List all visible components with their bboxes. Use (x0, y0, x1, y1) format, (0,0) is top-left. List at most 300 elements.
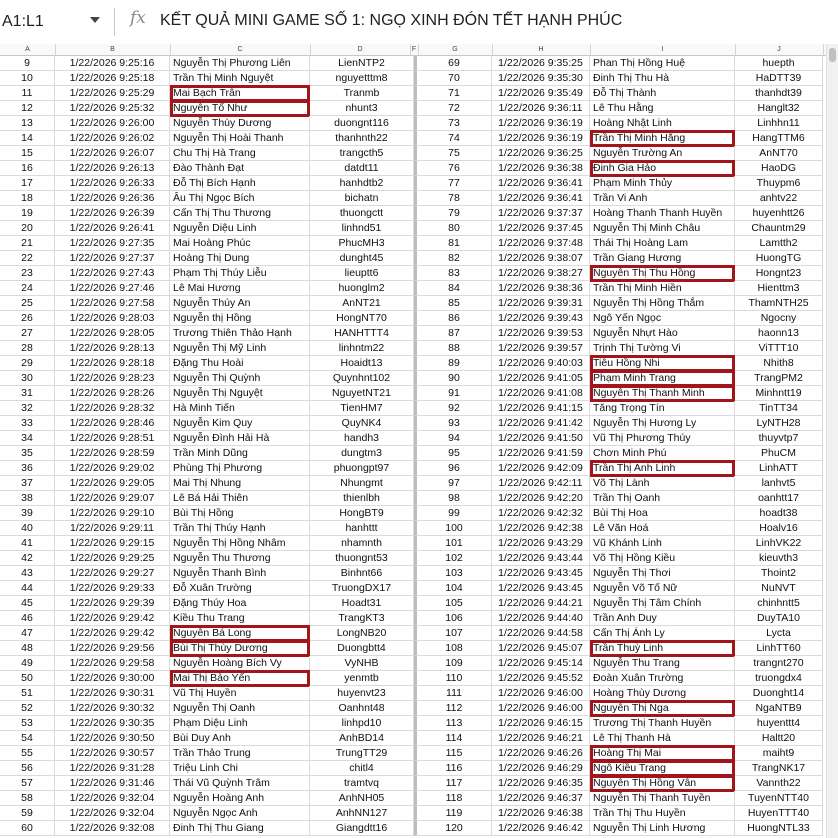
cell-timestamp[interactable]: 1/22/2026 9:45:52 (492, 671, 590, 686)
cell-stt[interactable]: 104 (414, 581, 492, 596)
cell-timestamp[interactable]: 1/22/2026 9:40:03 (492, 356, 590, 371)
cell-timestamp[interactable]: 1/22/2026 9:46:00 (492, 686, 590, 701)
cell-name[interactable]: Vũ Thị Phương Thúy (590, 431, 735, 446)
cell-name[interactable]: Phùng Thị Phương (170, 461, 310, 476)
cell-timestamp[interactable]: 1/22/2026 9:46:42 (492, 821, 590, 836)
cell-code[interactable]: trangnt270 (735, 656, 823, 671)
cell-stt[interactable]: 22 (0, 251, 55, 266)
cell-timestamp[interactable]: 1/22/2026 9:29:39 (55, 596, 170, 611)
cell-name[interactable]: Lê Bá Hải Thiên (170, 491, 310, 506)
cell-name[interactable]: Cấn Thị Thu Thương (170, 206, 310, 221)
cell-code[interactable]: Oanhnt48 (310, 701, 414, 716)
cell-code[interactable]: hanhdtb2 (310, 176, 414, 191)
cell-stt[interactable]: 27 (0, 326, 55, 341)
cell-stt[interactable]: 89 (414, 356, 492, 371)
cell-stt[interactable]: 92 (414, 401, 492, 416)
cell-timestamp[interactable]: 1/22/2026 9:39:43 (492, 311, 590, 326)
cell-code[interactable]: yenmtb (310, 671, 414, 686)
cell-timestamp[interactable]: 1/22/2026 9:29:10 (55, 506, 170, 521)
cell-timestamp[interactable]: 1/22/2026 9:39:31 (492, 296, 590, 311)
cell-code[interactable]: phuongpt97 (310, 461, 414, 476)
cell-code[interactable]: TruongDX17 (310, 581, 414, 596)
cell-name[interactable]: Đỗ Thị Bích Hạnh (170, 176, 310, 191)
cell-stt[interactable]: 34 (0, 431, 55, 446)
cell-timestamp[interactable]: 1/22/2026 9:26:36 (55, 191, 170, 206)
cell-name[interactable]: Trần Vi Anh (590, 191, 735, 206)
cell-code[interactable]: HaDTT39 (735, 71, 823, 86)
cell-timestamp[interactable]: 1/22/2026 9:38:36 (492, 281, 590, 296)
cell-timestamp[interactable]: 1/22/2026 9:43:44 (492, 551, 590, 566)
cell-timestamp[interactable]: 1/22/2026 9:46:00 (492, 701, 590, 716)
cell-name[interactable]: Nguyễn Thị Hồng Vân (590, 776, 735, 791)
cell-code[interactable]: handh3 (310, 431, 414, 446)
cell-code[interactable]: Tranmb (310, 86, 414, 101)
cell-code[interactable]: TinTT34 (735, 401, 823, 416)
cell-timestamp[interactable]: 1/22/2026 9:36:11 (492, 101, 590, 116)
cell-name[interactable]: Trần Thị Oanh (590, 491, 735, 506)
cell-code[interactable]: Nhith8 (735, 356, 823, 371)
cell-code[interactable]: Binhnt66 (310, 566, 414, 581)
cell-stt[interactable]: 72 (414, 101, 492, 116)
cell-stt[interactable]: 17 (0, 176, 55, 191)
cell-timestamp[interactable]: 1/22/2026 9:36:38 (492, 161, 590, 176)
vertical-scrollbar[interactable] (826, 44, 838, 838)
cell-code[interactable]: chinhntt5 (735, 596, 823, 611)
cell-code[interactable]: huyenttt4 (735, 716, 823, 731)
cell-name[interactable]: Hoàng Nhật Linh (590, 116, 735, 131)
cell-timestamp[interactable]: 1/22/2026 9:46:15 (492, 716, 590, 731)
cell-code[interactable]: oanhtt17 (735, 491, 823, 506)
cell-stt[interactable]: 47 (0, 626, 55, 641)
cell-code[interactable]: PhucMH3 (310, 236, 414, 251)
cell-code[interactable]: huepth (735, 56, 823, 71)
cell-stt[interactable]: 81 (414, 236, 492, 251)
cell-stt[interactable]: 60 (0, 821, 55, 836)
cell-code[interactable]: HongNT70 (310, 311, 414, 326)
cell-code[interactable]: TrungTT29 (310, 746, 414, 761)
cell-name[interactable]: Phạm Minh Thủy (590, 176, 735, 191)
cell-stt[interactable]: 87 (414, 326, 492, 341)
cell-stt[interactable]: 101 (414, 536, 492, 551)
cell-stt[interactable]: 55 (0, 746, 55, 761)
cell-name[interactable]: Lê Thu Hằng (590, 101, 735, 116)
cell-name[interactable]: Võ Thị Lành (590, 476, 735, 491)
cell-code[interactable]: TrangNK17 (735, 761, 823, 776)
cell-code[interactable]: huonglm2 (310, 281, 414, 296)
cell-name[interactable]: Phan Thị Hồng Huệ (590, 56, 735, 71)
cell-stt[interactable]: 35 (0, 446, 55, 461)
cell-stt[interactable]: 18 (0, 191, 55, 206)
cell-timestamp[interactable]: 1/22/2026 9:35:30 (492, 71, 590, 86)
cell-code[interactable]: HuyenTTT40 (735, 806, 823, 821)
cell-name[interactable]: Âu Thị Ngọc Bích (170, 191, 310, 206)
formula-input[interactable]: KẾT QUẢ MINI GAME SỐ 1: NGỌ XINH ĐÓN TẾT HẠNH PHÚC (160, 12, 623, 29)
cell-stt[interactable]: 57 (0, 776, 55, 791)
cell-timestamp[interactable]: 1/22/2026 9:36:19 (492, 116, 590, 131)
cell-name[interactable]: Phạm Minh Trang (590, 371, 735, 386)
cell-timestamp[interactable]: 1/22/2026 9:37:45 (492, 221, 590, 236)
cell-name[interactable]: Đỗ Xuân Trường (170, 581, 310, 596)
cell-timestamp[interactable]: 1/22/2026 9:41:08 (492, 386, 590, 401)
cell-timestamp[interactable]: 1/22/2026 9:27:37 (55, 251, 170, 266)
cell-stt[interactable]: 69 (414, 56, 492, 71)
cell-code[interactable]: linhntm22 (310, 341, 414, 356)
cell-code[interactable]: haonn13 (735, 326, 823, 341)
cell-name[interactable]: Trương Thiên Thảo Hạnh (170, 326, 310, 341)
cell-timestamp[interactable]: 1/22/2026 9:25:16 (55, 56, 170, 71)
column-header-i[interactable]: I (590, 44, 736, 55)
cell-stt[interactable]: 113 (414, 716, 492, 731)
cell-stt[interactable]: 120 (414, 821, 492, 836)
cell-timestamp[interactable]: 1/22/2026 9:28:59 (55, 446, 170, 461)
cell-stt[interactable]: 70 (414, 71, 492, 86)
cell-timestamp[interactable]: 1/22/2026 9:38:27 (492, 266, 590, 281)
cell-name[interactable]: Vũ Thị Huyền (170, 686, 310, 701)
cell-timestamp[interactable]: 1/22/2026 9:30:35 (55, 716, 170, 731)
cell-name[interactable]: Nguyễn Thị Linh Hương (590, 821, 735, 836)
cell-code[interactable]: dunght45 (310, 251, 414, 266)
cell-stt[interactable]: 19 (0, 206, 55, 221)
cell-timestamp[interactable]: 1/22/2026 9:46:38 (492, 806, 590, 821)
cell-code[interactable]: AnhBD14 (310, 731, 414, 746)
cell-stt[interactable]: 42 (0, 551, 55, 566)
cell-code[interactable]: duongnt116 (310, 116, 414, 131)
cell-code[interactable]: nhamnth (310, 536, 414, 551)
cell-name[interactable]: Nguyễn Hoàng Anh (170, 791, 310, 806)
cell-stt[interactable]: 74 (414, 131, 492, 146)
cell-stt[interactable]: 94 (414, 431, 492, 446)
cell-timestamp[interactable]: 1/22/2026 9:44:21 (492, 596, 590, 611)
cell-timestamp[interactable]: 1/22/2026 9:45:14 (492, 656, 590, 671)
cell-name[interactable]: Đặng Thu Hoài (170, 356, 310, 371)
cell-code[interactable]: Ngocny (735, 311, 823, 326)
column-header-f[interactable]: F (410, 44, 419, 55)
cell-timestamp[interactable]: 1/22/2026 9:28:46 (55, 416, 170, 431)
cell-name[interactable]: Đinh Gia Hảo (590, 161, 735, 176)
cell-timestamp[interactable]: 1/22/2026 9:31:46 (55, 776, 170, 791)
cell-stt[interactable]: 79 (414, 206, 492, 221)
cell-name[interactable]: Đặng Thúy Hoa (170, 596, 310, 611)
cell-stt[interactable]: 53 (0, 716, 55, 731)
cell-name[interactable]: Bùi Thị Thùy Dương (170, 641, 310, 656)
cell-timestamp[interactable]: 1/22/2026 9:41:42 (492, 416, 590, 431)
cell-name[interactable]: Nguyễn Thu Trang (590, 656, 735, 671)
cell-stt[interactable]: 13 (0, 116, 55, 131)
cell-stt[interactable]: 78 (414, 191, 492, 206)
cell-timestamp[interactable]: 1/22/2026 9:28:51 (55, 431, 170, 446)
cell-name[interactable]: Nguyễn Thị Mỹ Linh (170, 341, 310, 356)
cell-code[interactable]: DuyTA10 (735, 611, 823, 626)
cell-code[interactable]: HongBT9 (310, 506, 414, 521)
cell-stt[interactable]: 82 (414, 251, 492, 266)
cell-code[interactable]: NguyetNT21 (310, 386, 414, 401)
cell-code[interactable]: thienlbh (310, 491, 414, 506)
cell-stt[interactable]: 96 (414, 461, 492, 476)
cell-timestamp[interactable]: 1/22/2026 9:26:13 (55, 161, 170, 176)
cell-timestamp[interactable]: 1/22/2026 9:42:09 (492, 461, 590, 476)
cell-timestamp[interactable]: 1/22/2026 9:29:05 (55, 476, 170, 491)
cell-name[interactable]: Hoàng Thị Dung (170, 251, 310, 266)
cell-stt[interactable]: 111 (414, 686, 492, 701)
cell-stt[interactable]: 37 (0, 476, 55, 491)
cell-name[interactable]: Phạm Diệu Linh (170, 716, 310, 731)
cell-code[interactable]: LinhATT (735, 461, 823, 476)
cell-stt[interactable]: 91 (414, 386, 492, 401)
name-box[interactable] (0, 8, 112, 38)
cell-code[interactable]: Hanglt32 (735, 101, 823, 116)
cell-code[interactable]: Linhhn11 (735, 116, 823, 131)
cell-stt[interactable]: 99 (414, 506, 492, 521)
cell-code[interactable]: Duonght14 (735, 686, 823, 701)
cell-timestamp[interactable]: 1/22/2026 9:43:45 (492, 581, 590, 596)
cell-name[interactable]: Thái Thị Hoàng Lam (590, 236, 735, 251)
cell-timestamp[interactable]: 1/22/2026 9:28:13 (55, 341, 170, 356)
cell-timestamp[interactable]: 1/22/2026 9:28:26 (55, 386, 170, 401)
cell-timestamp[interactable]: 1/22/2026 9:29:42 (55, 626, 170, 641)
cell-name[interactable]: Nguyễn Thúy An (170, 296, 310, 311)
cell-timestamp[interactable]: 1/22/2026 9:28:05 (55, 326, 170, 341)
cell-timestamp[interactable]: 1/22/2026 9:26:02 (55, 131, 170, 146)
cell-stt[interactable]: 51 (0, 686, 55, 701)
cell-code[interactable]: Minhntt19 (735, 386, 823, 401)
cell-code[interactable]: Lycta (735, 626, 823, 641)
cell-name[interactable]: Mai Hoàng Phúc (170, 236, 310, 251)
cell-stt[interactable]: 108 (414, 641, 492, 656)
column-header-a[interactable]: A (0, 44, 56, 55)
cell-name[interactable]: Nguyễn Nhựt Hào (590, 326, 735, 341)
cell-code[interactable]: TrangKT3 (310, 611, 414, 626)
cell-stt[interactable]: 23 (0, 266, 55, 281)
cell-name[interactable]: Hoàng Thùy Dương (590, 686, 735, 701)
cell-code[interactable]: NgaNTB9 (735, 701, 823, 716)
cell-stt[interactable]: 86 (414, 311, 492, 326)
cell-code[interactable]: bichatn (310, 191, 414, 206)
cell-code[interactable]: dungtm3 (310, 446, 414, 461)
cell-stt[interactable]: 106 (414, 611, 492, 626)
cell-stt[interactable]: 56 (0, 761, 55, 776)
cell-stt[interactable]: 54 (0, 731, 55, 746)
cell-timestamp[interactable]: 1/22/2026 9:38:07 (492, 251, 590, 266)
cell-name[interactable]: Nguyễn Thị Hoài Thanh (170, 131, 310, 146)
cell-stt[interactable]: 100 (414, 521, 492, 536)
cell-timestamp[interactable]: 1/22/2026 9:32:04 (55, 806, 170, 821)
cell-timestamp[interactable]: 1/22/2026 9:43:45 (492, 566, 590, 581)
cell-code[interactable]: PhuCM (735, 446, 823, 461)
cell-name[interactable]: Nguyễn Võ Tố Nữ (590, 581, 735, 596)
cell-stt[interactable]: 9 (0, 56, 55, 71)
cell-code[interactable]: AnNT21 (310, 296, 414, 311)
cell-name[interactable]: Hoàng Thanh Thanh Huyền (590, 206, 735, 221)
cell-stt[interactable]: 14 (0, 131, 55, 146)
cell-name[interactable]: Nguyễn Thị Minh Châu (590, 221, 735, 236)
cell-stt[interactable]: 10 (0, 71, 55, 86)
cell-code[interactable]: TuyenNTT40 (735, 791, 823, 806)
cell-name[interactable]: Ngô Kiều Trang (590, 761, 735, 776)
cell-stt[interactable]: 20 (0, 221, 55, 236)
cell-code[interactable]: LinhVK22 (735, 536, 823, 551)
cell-timestamp[interactable]: 1/22/2026 9:29:25 (55, 551, 170, 566)
cell-timestamp[interactable]: 1/22/2026 9:29:11 (55, 521, 170, 536)
cell-name[interactable]: Nguyễn Tố Như (170, 101, 310, 116)
cell-timestamp[interactable]: 1/22/2026 9:43:29 (492, 536, 590, 551)
cell-timestamp[interactable]: 1/22/2026 9:42:11 (492, 476, 590, 491)
cell-stt[interactable]: 115 (414, 746, 492, 761)
cell-name[interactable]: Bùi Duy Anh (170, 731, 310, 746)
cell-timestamp[interactable]: 1/22/2026 9:36:19 (492, 131, 590, 146)
cell-timestamp[interactable]: 1/22/2026 9:25:29 (55, 86, 170, 101)
cell-timestamp[interactable]: 1/22/2026 9:26:07 (55, 146, 170, 161)
cell-code[interactable]: thuongnt53 (310, 551, 414, 566)
cell-stt[interactable]: 30 (0, 371, 55, 386)
cell-name[interactable]: Bùi Thị Hoa (590, 506, 735, 521)
cell-name[interactable]: Tiêu Hồng Nhi (590, 356, 735, 371)
cell-code[interactable]: lieuptt6 (310, 266, 414, 281)
cell-timestamp[interactable]: 1/22/2026 9:46:29 (492, 761, 590, 776)
cell-name[interactable]: Nguyễn Thị Thơi (590, 566, 735, 581)
cell-timestamp[interactable]: 1/22/2026 9:44:40 (492, 611, 590, 626)
cell-stt[interactable]: 12 (0, 101, 55, 116)
cell-stt[interactable]: 98 (414, 491, 492, 506)
cell-stt[interactable]: 118 (414, 791, 492, 806)
cell-name[interactable]: Trần Thảo Trung (170, 746, 310, 761)
cell-code[interactable]: huyenvt23 (310, 686, 414, 701)
cell-name[interactable]: Nguyễn Bá Long (170, 626, 310, 641)
cell-stt[interactable]: 93 (414, 416, 492, 431)
cell-timestamp[interactable]: 1/22/2026 9:36:41 (492, 191, 590, 206)
cell-timestamp[interactable]: 1/22/2026 9:27:35 (55, 236, 170, 251)
cell-name[interactable]: Trần Minh Dũng (170, 446, 310, 461)
column-header-b[interactable]: B (55, 44, 171, 55)
cell-name[interactable]: Nguyễn Thùy Dương (170, 116, 310, 131)
column-header-c[interactable]: C (170, 44, 311, 55)
cell-timestamp[interactable]: 1/22/2026 9:27:43 (55, 266, 170, 281)
cell-name[interactable]: Phạm Thị Thúy Liễu (170, 266, 310, 281)
cell-name[interactable]: Vũ Khánh Linh (590, 536, 735, 551)
cell-name[interactable]: Cấn Thị Ánh Ly (590, 626, 735, 641)
cell-stt[interactable]: 103 (414, 566, 492, 581)
cell-stt[interactable]: 76 (414, 161, 492, 176)
cell-stt[interactable]: 75 (414, 146, 492, 161)
cell-stt[interactable]: 52 (0, 701, 55, 716)
cell-name[interactable]: Đinh Thị Thu Hà (590, 71, 735, 86)
cell-name[interactable]: Thái Vũ Quỳnh Trâm (170, 776, 310, 791)
cell-name[interactable]: Nguyễn Thị Nga (590, 701, 735, 716)
cell-stt[interactable]: 80 (414, 221, 492, 236)
cell-name[interactable]: Trần Thị Minh Nguyệt (170, 71, 310, 86)
cell-code[interactable]: Haltt20 (735, 731, 823, 746)
column-header-d[interactable]: D (310, 44, 411, 55)
cell-stt[interactable]: 77 (414, 176, 492, 191)
cell-code[interactable]: Nhungmt (310, 476, 414, 491)
cell-stt[interactable]: 110 (414, 671, 492, 686)
cell-timestamp[interactable]: 1/22/2026 9:41:50 (492, 431, 590, 446)
cell-code[interactable]: Giangdtt16 (310, 821, 414, 836)
scrollbar-thumb[interactable] (829, 48, 836, 62)
cell-timestamp[interactable]: 1/22/2026 9:29:33 (55, 581, 170, 596)
cell-timestamp[interactable]: 1/22/2026 9:46:21 (492, 731, 590, 746)
cell-timestamp[interactable]: 1/22/2026 9:42:20 (492, 491, 590, 506)
cell-name[interactable]: Trần Thị Minh Hiền (590, 281, 735, 296)
cell-stt[interactable]: 41 (0, 536, 55, 551)
cell-code[interactable]: Hoaidt13 (310, 356, 414, 371)
cell-timestamp[interactable]: 1/22/2026 9:26:39 (55, 206, 170, 221)
cell-timestamp[interactable]: 1/22/2026 9:29:58 (55, 656, 170, 671)
cell-timestamp[interactable]: 1/22/2026 9:29:56 (55, 641, 170, 656)
cell-name[interactable]: Nguyễn Trường An (590, 146, 735, 161)
cell-timestamp[interactable]: 1/22/2026 9:26:41 (55, 221, 170, 236)
cell-timestamp[interactable]: 1/22/2026 9:44:58 (492, 626, 590, 641)
cell-stt[interactable]: 28 (0, 341, 55, 356)
cell-code[interactable]: VyNHB (310, 656, 414, 671)
cell-code[interactable]: tramtvq (310, 776, 414, 791)
cell-name[interactable]: Đinh Thị Thu Giang (170, 821, 310, 836)
cell-stt[interactable]: 11 (0, 86, 55, 101)
cell-name[interactable]: Trần Anh Duy (590, 611, 735, 626)
cell-code[interactable]: nguyetttm8 (310, 71, 414, 86)
cell-name[interactable]: Triệu Linh Chi (170, 761, 310, 776)
cell-timestamp[interactable]: 1/22/2026 9:27:46 (55, 281, 170, 296)
cell-timestamp[interactable]: 1/22/2026 9:27:58 (55, 296, 170, 311)
cell-name[interactable]: Nguyễn Thị Hương Ly (590, 416, 735, 431)
cell-code[interactable]: NuNVT (735, 581, 823, 596)
cell-code[interactable]: thanhnth22 (310, 131, 414, 146)
cell-code[interactable]: HuongTG (735, 251, 823, 266)
cell-code[interactable]: LienNTP2 (310, 56, 414, 71)
cell-timestamp[interactable]: 1/22/2026 9:26:00 (55, 116, 170, 131)
cell-stt[interactable]: 90 (414, 371, 492, 386)
cell-name[interactable]: Bùi Thị Hồng (170, 506, 310, 521)
cell-name[interactable]: Trần Thuỳ Linh (590, 641, 735, 656)
cell-stt[interactable]: 40 (0, 521, 55, 536)
cell-name[interactable]: Nguyễn Thị Thu Hồng (590, 266, 735, 281)
cell-name[interactable]: Nguyễn Thanh Bình (170, 566, 310, 581)
cell-name[interactable]: Nguyễn Kim Quy (170, 416, 310, 431)
cell-stt[interactable]: 88 (414, 341, 492, 356)
cell-code[interactable]: truongdx4 (735, 671, 823, 686)
cell-timestamp[interactable]: 1/22/2026 9:39:53 (492, 326, 590, 341)
cell-name[interactable]: Hà Minh Tiến (170, 401, 310, 416)
cell-code[interactable]: LongNB20 (310, 626, 414, 641)
cell-code[interactable]: HuongNTL33 (735, 821, 823, 836)
cell-timestamp[interactable]: 1/22/2026 9:39:57 (492, 341, 590, 356)
cell-timestamp[interactable]: 1/22/2026 9:30:00 (55, 671, 170, 686)
cell-stt[interactable]: 29 (0, 356, 55, 371)
cell-name[interactable]: Hoàng Thị Mai (590, 746, 735, 761)
cell-stt[interactable]: 25 (0, 296, 55, 311)
cell-stt[interactable]: 33 (0, 416, 55, 431)
cell-name[interactable]: Nguyễn thị Hồng (170, 311, 310, 326)
cell-code[interactable]: Hoalv16 (735, 521, 823, 536)
cell-code[interactable]: lanhvt5 (735, 476, 823, 491)
cell-name[interactable]: Trịnh Thị Tường Vi (590, 341, 735, 356)
cell-name[interactable]: Nguyễn Thị Nguyệt (170, 386, 310, 401)
cell-stt[interactable]: 24 (0, 281, 55, 296)
cell-timestamp[interactable]: 1/22/2026 9:30:57 (55, 746, 170, 761)
cell-stt[interactable]: 50 (0, 671, 55, 686)
cell-stt[interactable]: 73 (414, 116, 492, 131)
cell-stt[interactable]: 43 (0, 566, 55, 581)
column-header-h[interactable]: H (492, 44, 591, 55)
cell-stt[interactable]: 58 (0, 791, 55, 806)
cell-code[interactable]: QuyNK4 (310, 416, 414, 431)
cell-stt[interactable]: 107 (414, 626, 492, 641)
cell-name[interactable]: Nguyễn Thị Oanh (170, 701, 310, 716)
cell-code[interactable]: HangTTM6 (735, 131, 823, 146)
cell-stt[interactable]: 21 (0, 236, 55, 251)
cell-code[interactable]: HANHTTT4 (310, 326, 414, 341)
cell-name[interactable]: Ngô Yến Ngọc (590, 311, 735, 326)
cell-code[interactable]: kieuvth3 (735, 551, 823, 566)
